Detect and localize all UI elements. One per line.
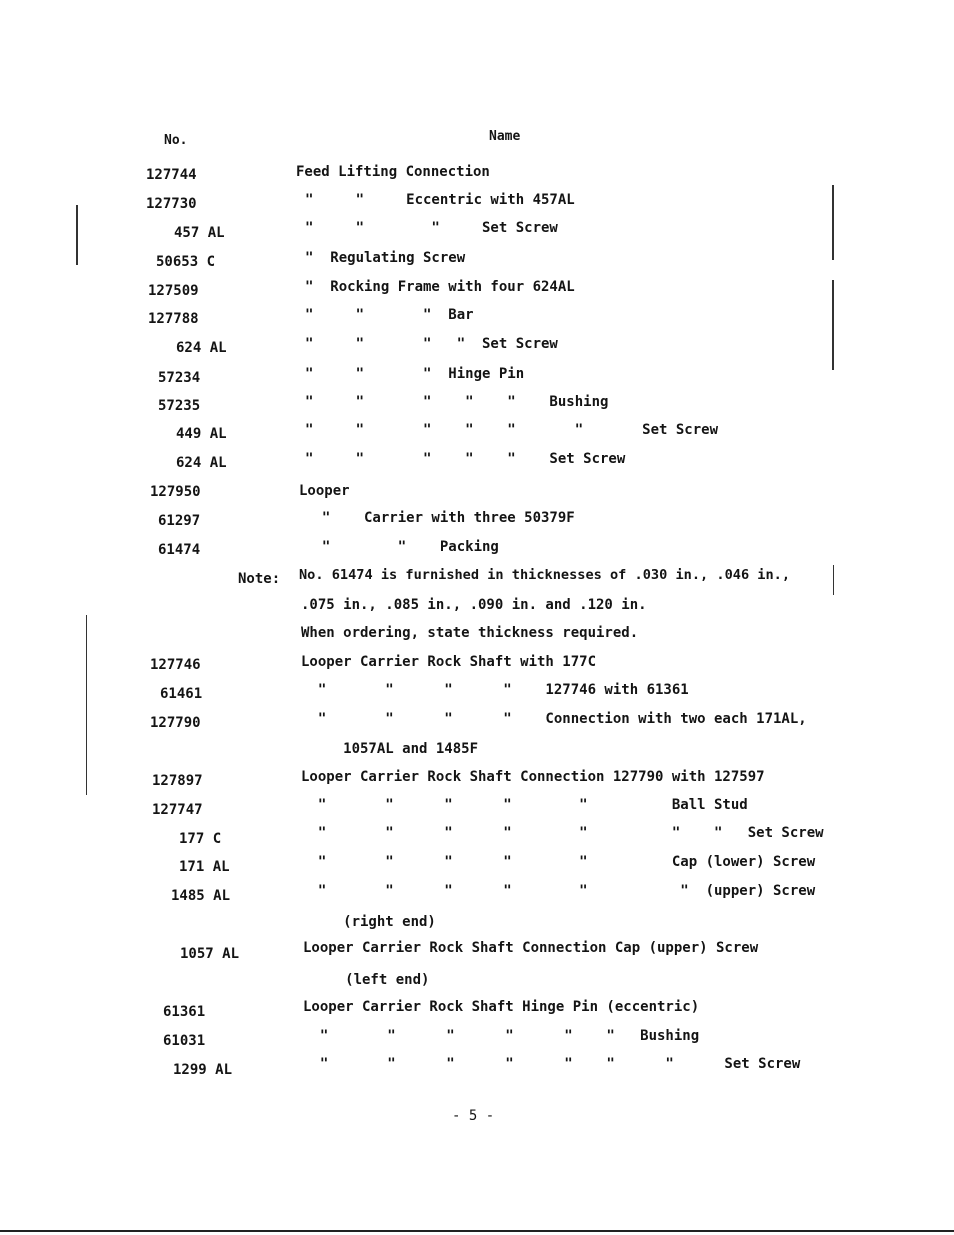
part-number: 1485 AL bbox=[171, 888, 231, 904]
right-edge-mark bbox=[832, 280, 834, 370]
part-number: 61361 bbox=[163, 1004, 206, 1020]
part-name: " " " " " " Set Screw bbox=[305, 422, 719, 438]
part-number: 61297 bbox=[158, 513, 201, 529]
part-name: Looper Carrier Rock Shaft Connection 127790 with 127597 bbox=[301, 769, 765, 785]
part-number: 171 AL bbox=[179, 859, 230, 875]
page-number: - 5 - bbox=[452, 1108, 495, 1124]
part-name: " " Packing bbox=[305, 539, 499, 555]
part-name: " " " Bar bbox=[305, 307, 474, 323]
part-number: 61031 bbox=[163, 1033, 206, 1049]
part-name: Feed Lifting Connection bbox=[296, 164, 490, 180]
note-text: .075 in., .085 in., .090 in. and .120 in. bbox=[301, 597, 647, 613]
part-number: 127790 bbox=[150, 715, 201, 731]
part-name: " Carrier with three 50379F bbox=[305, 510, 575, 526]
left-edge-mark bbox=[76, 205, 78, 265]
part-name: " Regulating Screw bbox=[305, 250, 466, 266]
part-number: 127747 bbox=[152, 802, 203, 818]
part-name: " " " Hinge Pin bbox=[305, 366, 525, 382]
part-number: 1057 AL bbox=[180, 946, 240, 962]
part-name: " " " " " " " Set Screw bbox=[301, 825, 824, 841]
part-number: 57234 bbox=[158, 370, 201, 386]
part-name: " " " " " Bushing bbox=[305, 394, 609, 410]
part-number: 1299 AL bbox=[173, 1062, 233, 1078]
part-number: 624 AL bbox=[176, 340, 227, 356]
part-name-continued: (right end) bbox=[301, 914, 436, 930]
part-name-continued: 1057AL and 1485F bbox=[301, 741, 479, 757]
part-number: 61474 bbox=[158, 542, 201, 558]
right-edge-mark bbox=[832, 185, 834, 260]
bottom-edge-rule bbox=[0, 1230, 954, 1232]
part-number: 127788 bbox=[148, 311, 199, 327]
note-text: No. 61474 is furnished in thicknesses of .030 in., .046 in., bbox=[299, 567, 791, 583]
part-number: 624 AL bbox=[176, 455, 227, 471]
part-number: 61461 bbox=[160, 686, 203, 702]
part-name: Looper Carrier Rock Shaft Hinge Pin (eccentric) bbox=[303, 999, 700, 1015]
part-name: " " " " " " " Set Screw bbox=[303, 1056, 801, 1072]
part-name: " Rocking Frame with four 624AL bbox=[305, 279, 575, 295]
part-number: 127950 bbox=[150, 484, 201, 500]
header-name: Name bbox=[489, 129, 521, 144]
header-no: No. bbox=[164, 133, 188, 148]
part-number: 127509 bbox=[148, 283, 199, 299]
part-number: 57235 bbox=[158, 398, 201, 414]
part-name: " " " " " " Bushing bbox=[303, 1028, 700, 1044]
part-name: " " " Set Screw bbox=[305, 220, 558, 236]
part-name: " " " " " Ball Stud bbox=[301, 797, 748, 813]
note-label: Note: bbox=[238, 571, 281, 587]
part-name: " " " " " " (upper) Screw bbox=[301, 883, 816, 899]
part-name: " " " " " Set Screw bbox=[305, 451, 626, 467]
part-name: " " " " 127746 with 61361 bbox=[301, 682, 689, 698]
right-edge-mark bbox=[833, 565, 834, 595]
part-number: 127730 bbox=[146, 196, 197, 212]
part-number: 127746 bbox=[150, 657, 201, 673]
left-edge-mark bbox=[86, 615, 87, 795]
note-text: When ordering, state thickness required. bbox=[301, 625, 639, 641]
part-name-continued: (left end) bbox=[303, 972, 430, 988]
part-name: " " " " " Cap (lower) Screw bbox=[301, 854, 816, 870]
part-number: 127744 bbox=[146, 167, 197, 183]
part-name: " " " " Connection with two each 171AL, bbox=[301, 711, 807, 727]
part-name: Looper Carrier Rock Shaft Connection Cap (upper) Screw bbox=[303, 940, 759, 956]
part-name: Looper Carrier Rock Shaft with 177C bbox=[301, 654, 597, 670]
part-number: 50653 C bbox=[156, 254, 216, 270]
part-name: Looper bbox=[299, 483, 350, 499]
part-name: " " " " Set Screw bbox=[305, 336, 558, 352]
part-number: 127897 bbox=[152, 773, 203, 789]
part-number: 449 AL bbox=[176, 426, 227, 442]
part-name: " " Eccentric with 457AL bbox=[305, 192, 575, 208]
part-number: 457 AL bbox=[174, 225, 225, 241]
part-number: 177 C bbox=[179, 831, 222, 847]
